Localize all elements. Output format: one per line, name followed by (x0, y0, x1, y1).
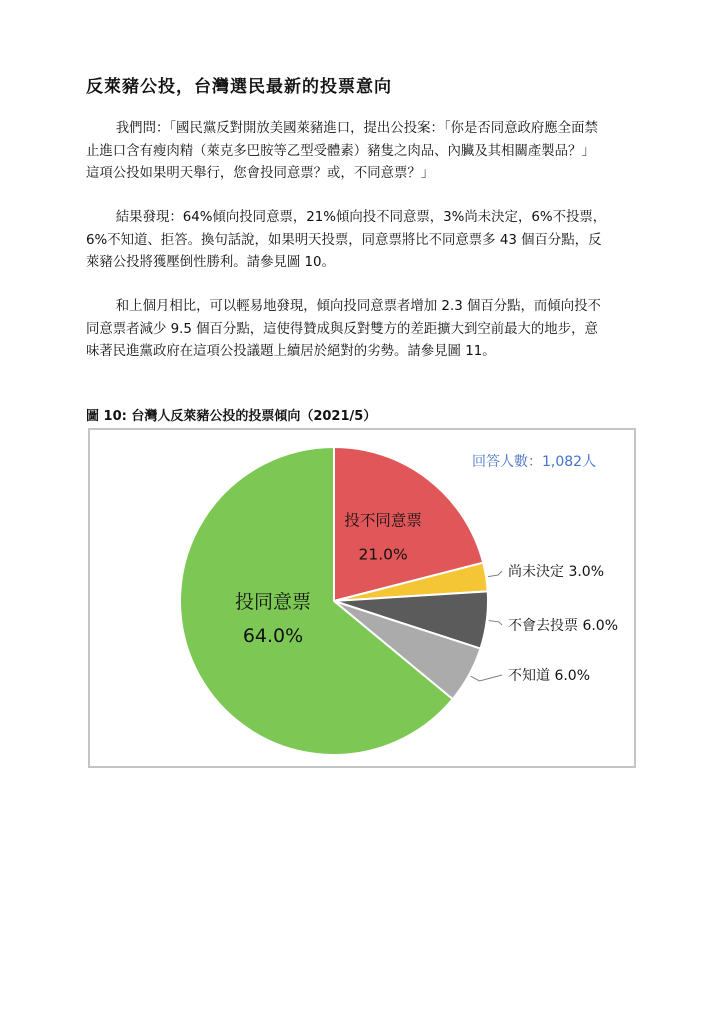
document-title: 反萊豬公投，台灣選民最新的投票意向 (86, 77, 392, 97)
respondent-count-annotation: 回答人數：1,082人 (472, 454, 597, 470)
paragraph-text: 和上個月相比，可以輕易地發現，傾向投同意票者增加 2.3 個百分點，而傾向投不 (115, 299, 601, 314)
paragraph-results (86, 207, 642, 275)
figure-caption: 圖 10: 台灣人反萊豬公投的投票傾向（2021/5） (86, 409, 377, 424)
slice-outside-label: 不知道 6.0% (508, 668, 591, 684)
paragraph-line (86, 319, 642, 342)
slice-outside-label: 尚未決定 3.0% (508, 564, 605, 580)
paragraph-question (86, 118, 642, 186)
paragraph-line (86, 296, 642, 319)
paragraph-text: 止進口含有瘦肉精（萊克多巴胺等乙型受體素）豬隻之肉品、內臟及其相關產製品？」 (86, 143, 595, 159)
paragraph-text: 這項公投如果明天舉行，您會投同意票？或，不同意票？」 (86, 166, 435, 181)
paragraph-text: 6%不知道、拒答。換句話說，如果明天投票，同意票將比不同意票多 43 個百分點，反 (86, 232, 602, 248)
pie-chart-frame (88, 428, 636, 768)
paragraph-text: 萊豬公投將獲壓倒性勝利。請參見圖 10。 (86, 255, 335, 270)
slice-label: 投不同意票 (344, 511, 422, 530)
leader-line (489, 621, 502, 625)
paragraph-line (86, 230, 642, 253)
leader-line (488, 571, 502, 577)
slice-outside-label: 不會去投票 6.0% (508, 618, 619, 634)
paragraph-line (86, 163, 642, 186)
paragraph-text: 味著民進黨政府在這項公投議題上續居於絕對的劣勢。請參見圖 11。 (86, 344, 496, 359)
paragraph-line (86, 118, 642, 141)
slice-label: 投同意票 (234, 591, 312, 613)
paragraph-line (86, 141, 642, 164)
paragraph-text: 我們問：「國民黨反對開放美國萊豬進口，提出公投案：「你是否同意政府應全面禁 (115, 121, 598, 136)
slice-value-label: 21.0% (358, 545, 408, 564)
slice-value-label: 64.0% (242, 625, 304, 647)
paragraph-line (86, 341, 642, 364)
paragraph-comparison (86, 296, 642, 364)
pie-chart (90, 430, 634, 766)
paragraph-text: 結果發現：64%傾向投同意票，21%傾向投不同意票，3%尚未決定，6%不投票， (115, 210, 607, 225)
paragraph-text: 同意票者減少 9.5 個百分點，這使得贊成與反對雙方的差距擴大到空前最大的地步，意 (86, 321, 598, 337)
leader-line (471, 675, 502, 681)
paragraph-line (86, 207, 642, 230)
paragraph-line (86, 252, 642, 275)
